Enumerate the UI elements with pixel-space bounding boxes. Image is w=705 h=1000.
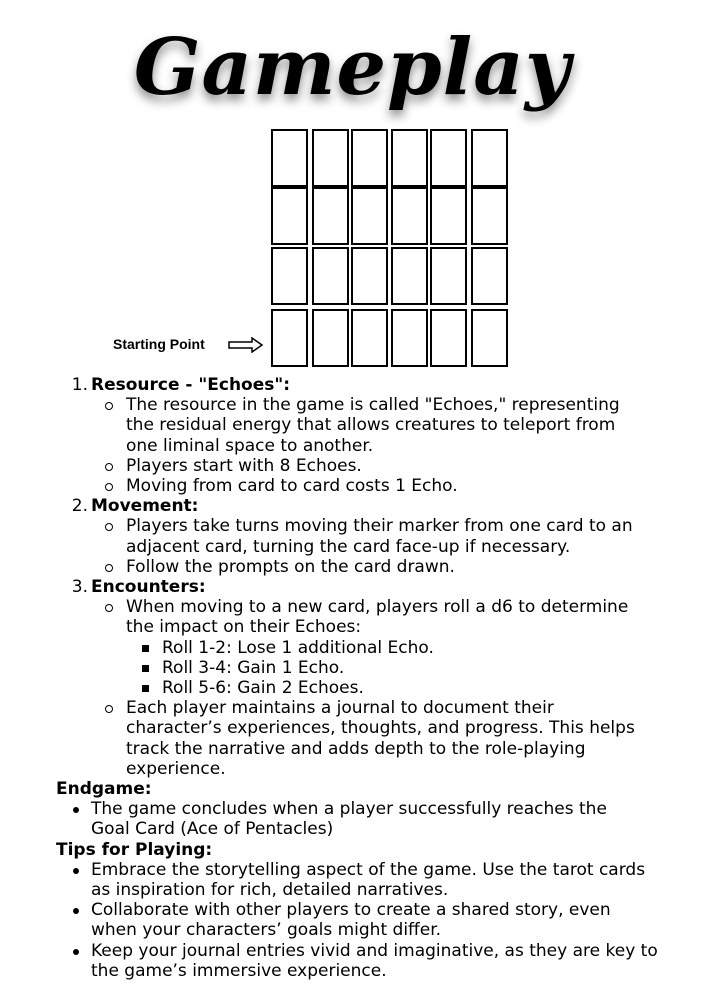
section-heading: Resource - "Echoes": xyxy=(91,375,291,395)
bullet-text-line: Goal Card (Ace of Pentacles) xyxy=(91,819,334,840)
tarot-card-slot[interactable] xyxy=(471,187,508,245)
sub-bullet-text: Roll 3-4: Gain 1 Echo. xyxy=(162,657,345,678)
section-heading: Encounters: xyxy=(91,577,206,597)
hollow-bullet-icon xyxy=(105,483,113,491)
bullet-text-line: Keep your journal entries vivid and imaginative, as they are key to xyxy=(91,940,658,961)
tarot-card-slot[interactable] xyxy=(351,247,388,305)
hollow-bullet-icon xyxy=(105,463,113,471)
tarot-card-slot[interactable] xyxy=(312,309,349,367)
tarot-card-slot[interactable] xyxy=(312,247,349,305)
tarot-card-slot[interactable] xyxy=(391,247,428,305)
hollow-bullet-icon xyxy=(105,705,113,713)
tarot-card-slot[interactable] xyxy=(271,187,308,245)
bullet-text-line: the game’s immersive experience. xyxy=(91,960,387,981)
tarot-card-slot[interactable] xyxy=(471,247,508,305)
tarot-card-slot[interactable] xyxy=(271,247,308,305)
bullet-text-line: Players start with 8 Echoes. xyxy=(126,455,362,476)
sub-bullet-text: Roll 1-2: Lose 1 additional Echo. xyxy=(162,637,434,658)
bullet-text-line: Embrace the storytelling aspect of the game. Use the tarot cards xyxy=(91,859,646,880)
sub-bullet-text: Roll 5-6: Gain 2 Echoes. xyxy=(162,678,364,698)
section-heading: Movement: xyxy=(91,496,199,517)
bullet-text-line: the impact on their Echoes: xyxy=(126,617,362,638)
solid-bullet-icon xyxy=(73,949,79,955)
tarot-card-slot[interactable] xyxy=(351,187,388,245)
list-number: 1. xyxy=(71,375,88,395)
bullet-text-line: The resource in the game is called "Echoes," representing xyxy=(126,395,620,416)
tarot-card-slot[interactable] xyxy=(312,129,349,187)
tarot-card-slot[interactable] xyxy=(430,309,467,367)
tarot-card-slot[interactable] xyxy=(471,129,508,187)
tarot-card-slot[interactable] xyxy=(351,129,388,187)
hollow-bullet-icon xyxy=(105,604,113,612)
bullet-text-line: Players take turns moving their marker from one card to an xyxy=(126,516,633,537)
bullet-text-line: experience. xyxy=(126,758,226,779)
bullet-text-line: Collaborate with other players to create a shared story, even xyxy=(91,900,611,921)
square-bullet-icon xyxy=(142,685,149,692)
tarot-card-slot[interactable] xyxy=(351,309,388,367)
tarot-card-slot[interactable] xyxy=(391,309,428,367)
solid-bullet-icon xyxy=(73,868,79,874)
bullet-text-line: When moving to a new card, players roll a d6 to determine xyxy=(126,597,629,618)
tarot-card-slot[interactable] xyxy=(271,129,308,187)
hollow-bullet-icon xyxy=(105,402,113,410)
bullet-text-line: adjacent card, turning the card face-up if necessary. xyxy=(126,536,571,557)
starting-point-label: Starting Point xyxy=(113,336,205,352)
bullet-text-line: when your characters’ goals might differ. xyxy=(91,920,442,941)
bullet-text-line: one liminal space to another. xyxy=(126,435,374,456)
bullet-text-line: Follow the prompts on the card drawn. xyxy=(126,556,455,577)
solid-bullet-icon xyxy=(73,908,79,914)
list-number: 2. xyxy=(71,496,88,517)
tarot-card-slot[interactable] xyxy=(391,129,428,187)
bullet-text-line: the residual energy that allows creatures to teleport from xyxy=(126,415,616,436)
tarot-card-slot[interactable] xyxy=(312,187,349,245)
page-title: Gameplay xyxy=(133,22,572,113)
bullet-text-line: track the narrative and adds depth to the role-playing xyxy=(126,738,586,759)
bullet-text-line: as inspiration for rich, detailed narratives. xyxy=(91,880,449,900)
bullet-text-line: The game concludes when a player successfully reaches the xyxy=(91,799,607,820)
bullet-text-line: character’s experiences, thoughts, and progress. This helps xyxy=(126,718,635,739)
square-bullet-icon xyxy=(142,665,149,672)
tarot-card-slot[interactable] xyxy=(391,187,428,245)
tips-heading: Tips for Playing: xyxy=(56,839,213,860)
solid-bullet-icon xyxy=(73,807,79,813)
endgame-heading: Endgame: xyxy=(56,779,152,799)
tarot-card-slot[interactable] xyxy=(430,129,467,187)
square-bullet-icon xyxy=(142,645,149,652)
tarot-card-slot[interactable] xyxy=(430,187,467,245)
right-arrow-icon xyxy=(228,337,264,353)
hollow-bullet-icon xyxy=(105,523,113,531)
hollow-bullet-icon xyxy=(105,564,113,572)
tarot-card-slot[interactable] xyxy=(471,309,508,367)
bullet-text-line: Moving from card to card costs 1 Echo. xyxy=(126,476,458,496)
tarot-card-slot[interactable] xyxy=(271,309,308,367)
list-number: 3. xyxy=(71,577,88,597)
tarot-card-slot[interactable] xyxy=(430,247,467,305)
bullet-text-line: Each player maintains a journal to document their xyxy=(126,698,554,719)
